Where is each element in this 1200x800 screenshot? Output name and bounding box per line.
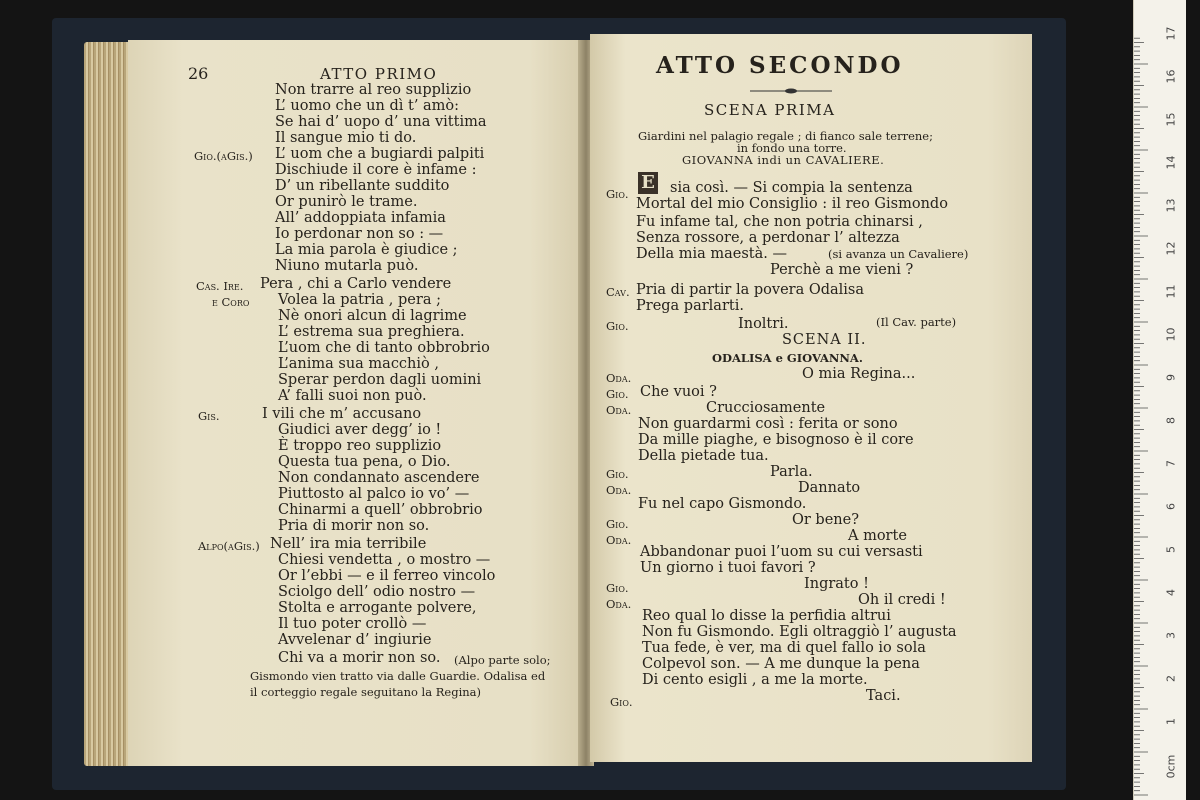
ruler-ticks (1134, 0, 1186, 800)
verse-line: Colpevol son. — A me dunque la pena (642, 656, 920, 672)
measuring-ruler (1133, 0, 1186, 800)
verse-line: L’ estrema sua preghiera. (278, 324, 465, 340)
verse-line: Chinarmi a quell’ obbrobrio (278, 502, 483, 518)
speaker-label: Gio. (606, 387, 629, 401)
verse-line: Questa tua pena, o Dio. (278, 454, 451, 470)
verse-line: Parla. (770, 464, 813, 480)
scene-title: SCENA II. (782, 332, 867, 348)
verse-line: Non condannato ascendere (278, 470, 480, 486)
verse-line: Il tuo poter crollò — (278, 616, 427, 632)
ruler-label: 6 (1164, 503, 1178, 510)
scene-characters: ODALISA e GIOVANNA. (712, 351, 863, 365)
speaker-label: Oda. (606, 533, 632, 547)
scene-setting: in fondo una torre. (737, 141, 847, 155)
verse-line: Sciolgo dell’ odio nostro — (278, 584, 476, 600)
verse-line: Di cento esigli , a me la morte. (642, 672, 868, 688)
ruler-label: 10 (1164, 327, 1178, 342)
ruler-label: 4 (1164, 589, 1178, 596)
verse-line: I vili che m’ accusano (262, 406, 422, 422)
verse-line: Dannato (798, 480, 861, 496)
speaker-label: Oda. (606, 371, 632, 385)
ruler-label: 2 (1164, 675, 1178, 682)
verse-line: Niuno mutarla può. (275, 258, 419, 274)
ruler-label: 15 (1164, 112, 1178, 127)
speaker-label: Gio. (606, 581, 629, 595)
verse-line: Stolta e arrogante polvere, (278, 600, 477, 616)
speaker-label: e Coro (212, 295, 250, 309)
verse-line: L’anima sua macchiò , (278, 356, 439, 372)
speaker-label: Oda. (606, 483, 632, 497)
ruler-label: 5 (1164, 546, 1178, 553)
ruler-label: 14 (1164, 155, 1178, 170)
verse-line: È troppo reo supplizio (278, 438, 442, 454)
verse-line: Avvelenar d’ ingiurie (278, 632, 432, 648)
verse-line: Senza rossore, a perdonar l’ altezza (636, 230, 900, 246)
verse-line: La mia parola è giudice ; (275, 242, 458, 258)
verse-line: Giudici aver degg’ io ! (278, 422, 442, 438)
verse-line: L’ uomo che un dì t’ amò: (275, 98, 460, 114)
ornament-rule (750, 88, 832, 94)
ruler-label: 16 (1164, 69, 1178, 84)
verse-line: Or punirò le trame. (275, 194, 418, 210)
verse-line: Il sangue mio ti do. (275, 130, 417, 146)
ruler-label: 0cm (1164, 754, 1178, 779)
verse-line: Non trarre al reo supplizio (275, 82, 472, 98)
stage-direction: il corteggio regale seguitano la Regina) (250, 685, 481, 699)
verse-line: Abbandonar puoi l’uom su cui versasti (640, 544, 923, 560)
verse-line: Prega parlarti. (636, 298, 744, 314)
running-head: ATTO PRIMO (320, 65, 438, 83)
speaker-label: Gio. (606, 517, 629, 531)
stage-direction: Gismondo vien tratto via dalle Guardie. Odalisa ed (250, 669, 546, 683)
verse-line: Della mia maestà. — (636, 246, 787, 262)
verse-line: Chiesi vendetta , o mostro — (278, 552, 491, 568)
speaker-label: Oda. (606, 597, 632, 611)
speaker-label: Gio.(aGis.) (194, 149, 253, 163)
stage-direction: (Il Cav. parte) (876, 315, 957, 329)
verse-line: Oh il credi ! (858, 592, 946, 608)
verse-line: All’ addoppiata infamia (275, 210, 446, 226)
speaker-label: Cas. Ire. (196, 279, 244, 293)
stage-direction: (si avanza un Cavaliere) (828, 247, 969, 261)
right-page (590, 34, 1032, 762)
scene-setting: Giardini nel palagio regale ; di fianco sale terrene; (638, 129, 933, 143)
verse-line: Mortal del mio Consiglio : il reo Gismondo (636, 196, 948, 212)
scene-characters: GIOVANNA indi un CAVALIERE. (682, 153, 885, 167)
verse-line: A’ falli suoi non può. (278, 388, 427, 404)
verse-line: Un giorno i tuoi favori ? (640, 560, 816, 576)
verse-line: Crucciosamente (706, 400, 826, 416)
speaker-label: Gio. (606, 187, 629, 201)
verse-line: Della pietade tua. (638, 448, 769, 464)
ruler-label: 12 (1164, 241, 1178, 256)
verse-line: A morte (848, 528, 907, 544)
verse-line: Non guardarmi così : ferita or sono (638, 416, 898, 432)
verse-line: Pria di partir la povera Odalisa (636, 282, 865, 298)
ruler-label: 1 (1164, 718, 1178, 725)
verse-line: Reo qual lo disse la perfidia altrui (642, 608, 891, 624)
speaker-label: Alpo(aGis.) (198, 539, 260, 553)
verse-line: L’uom che di tanto obbrobrio (278, 340, 490, 356)
verse-line: Non fu Gismondo. Egli oltraggiò l’ augusta (642, 624, 957, 640)
verse-line: Piuttosto al palco io vo’ — (278, 486, 470, 502)
page-edges (84, 42, 132, 766)
verse-line: O mia Regina... (802, 366, 916, 382)
speaker-label: Cav. (606, 285, 630, 299)
verse-line: Perchè a me vieni ? (770, 262, 914, 278)
stage-direction: (Alpo parte solo; (454, 653, 551, 667)
verse-line: Sperar perdon dagli uomini (278, 372, 482, 388)
verse-line: Pria di morir non so. (278, 518, 430, 534)
verse-line: Inoltri. (738, 316, 789, 332)
verse-line: Or l’ebbi — e il ferreo vincolo (278, 568, 496, 584)
scene-title: SCENA PRIMA (704, 101, 836, 119)
speaker-label: Gio. (606, 467, 629, 481)
speaker-label: Oda. (606, 403, 632, 417)
ruler-label: 13 (1164, 198, 1178, 213)
page-number: 26 (188, 64, 209, 83)
verse-line: Nell’ ira mia terribile (270, 536, 427, 552)
verse-line: Che vuoi ? (640, 384, 717, 400)
drop-cap: E (638, 172, 658, 194)
verse-line: Io perdonar non so : — (275, 226, 444, 242)
verse-line: Chi va a morir non so. (278, 650, 441, 666)
ruler-label: 8 (1164, 417, 1178, 424)
verse-line: Dischiude il core è infame : (275, 162, 477, 178)
ruler-label: 17 (1164, 26, 1178, 41)
left-page (128, 40, 584, 766)
ruler-label: 11 (1164, 284, 1178, 299)
verse-line: Ingrato ! (804, 576, 869, 592)
speaker-label: Gio. (606, 319, 629, 333)
verse-line: Tua fede, è ver, ma di quel fallo io sola (642, 640, 926, 656)
verse-line: Fu infame tal, che non potria chinarsi , (636, 214, 923, 230)
verse-line: Or bene? (792, 512, 859, 528)
act-title: ATTO SECONDO (656, 52, 904, 79)
verse-line: Pera , chi a Carlo vendere (260, 276, 452, 292)
verse-line: Nè onori alcun di lagrime (278, 308, 467, 324)
verse-line: Volea la patria , pera ; (278, 292, 441, 308)
verse-line: Taci. (866, 688, 901, 704)
ruler-label: 7 (1164, 460, 1178, 467)
verse-line: D’ un ribellante suddito (275, 178, 450, 194)
speaker-label: Gio. (610, 695, 633, 709)
verse-line: sia così. — Si compia la sentenza (670, 180, 913, 196)
verse-line: Se hai d’ uopo d’ una vittima (275, 114, 487, 130)
verse-line: L’ uom che a bugiardi palpiti (275, 146, 485, 162)
verse-line: Fu nel capo Gismondo. (638, 496, 807, 512)
speaker-label: Gis. (198, 409, 220, 423)
verse-line: Da mille piaghe, e bisognoso è il core (638, 432, 914, 448)
ruler-label: 3 (1164, 632, 1178, 639)
ruler-label: 9 (1164, 374, 1178, 381)
